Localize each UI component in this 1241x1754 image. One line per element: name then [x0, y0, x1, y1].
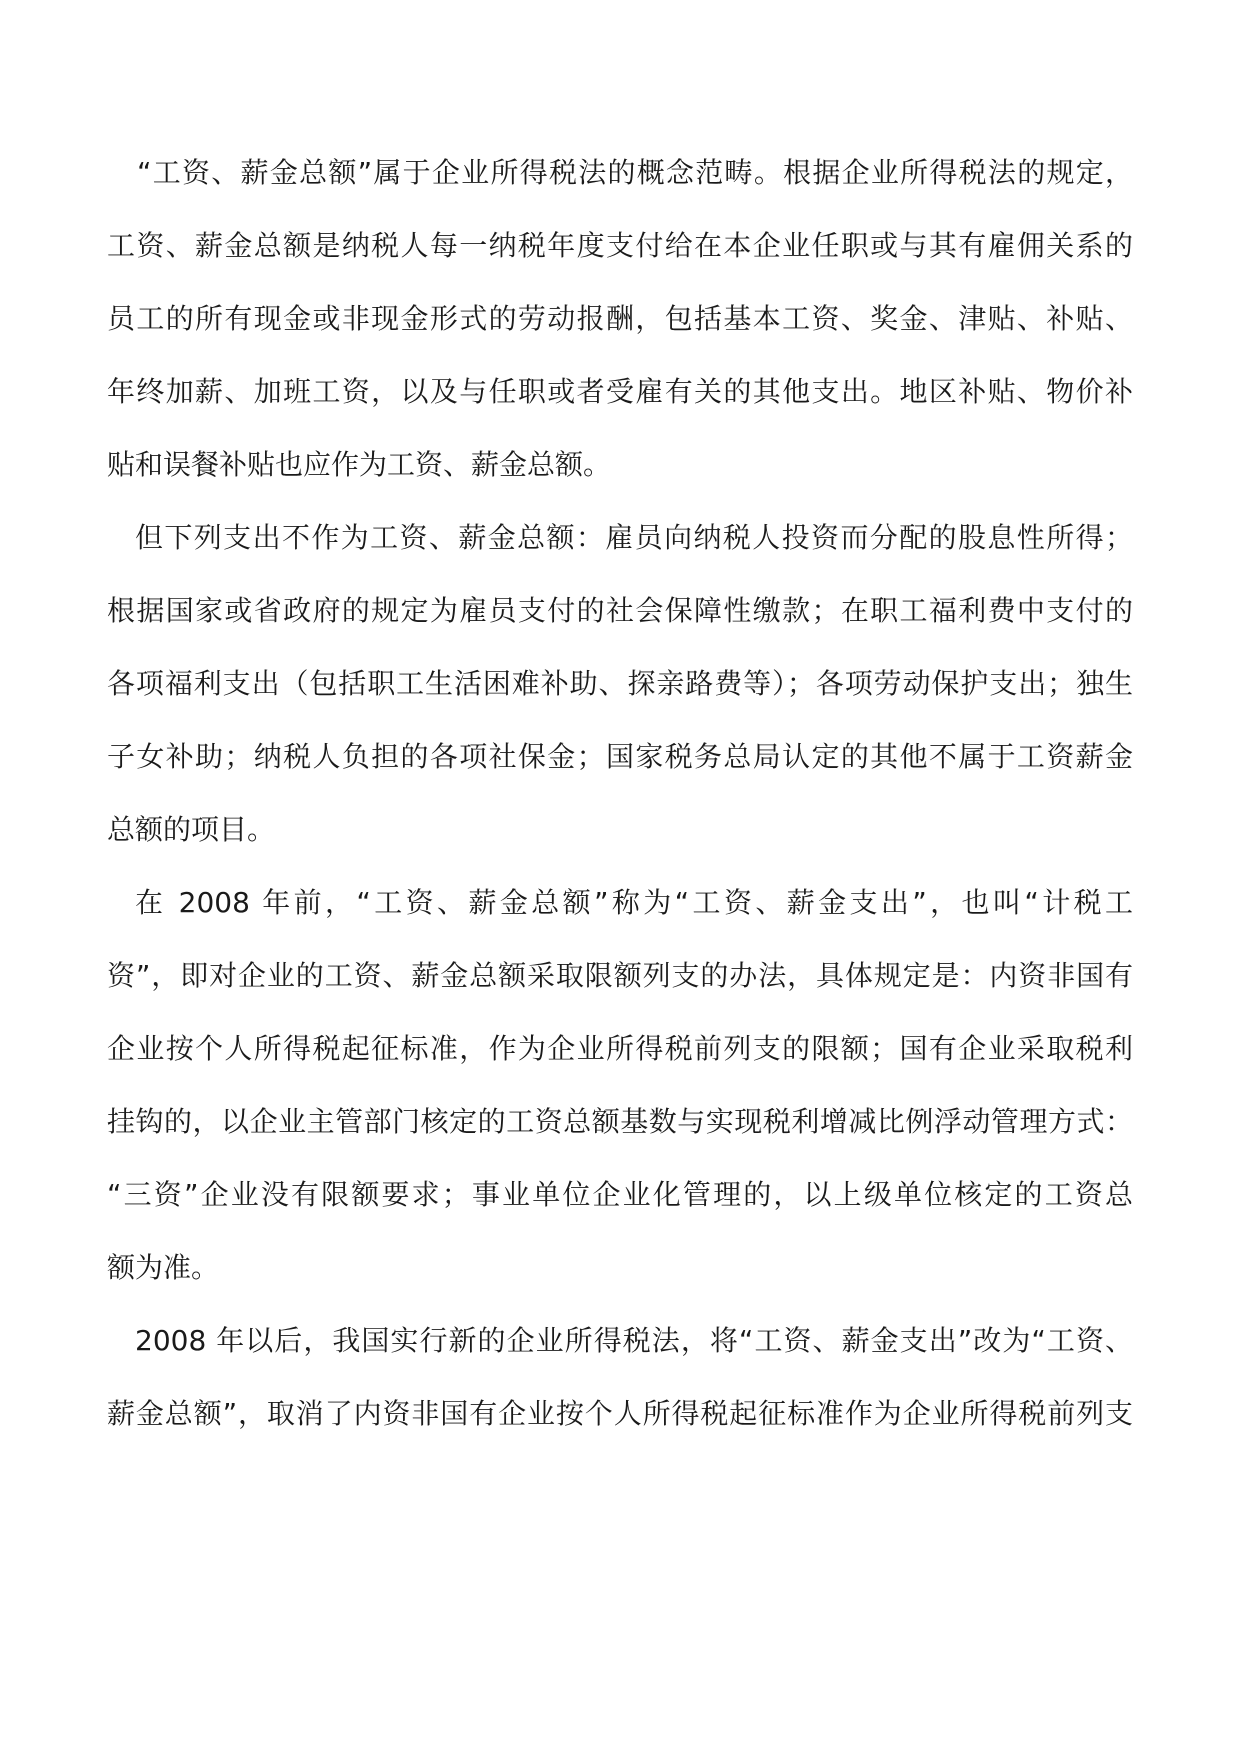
paragraph-2-line-2: 根据国家或省政府的规定为雇员支付的社会保障性缴款；在职工福利费中支付的: [107, 594, 1133, 627]
paragraph-2-line-3: 各项福利支出（包括职工生活困难补助、探亲路费等）；各项劳动保护支出；独生: [107, 667, 1133, 700]
paragraph-2-line-4: 子女补助；纳税人负担的各项社保金；国家税务总局认定的其他不属于工资薪金: [107, 740, 1133, 773]
paragraph-3-line-3: 企业按个人所得税起征标准，作为企业所得税前列支的限额；国有企业采取税利: [107, 1032, 1133, 1065]
paragraph-3-line-5: “三资”企业没有限额要求；事业单位企业化管理的，以上级单位核定的工资总: [107, 1178, 1133, 1211]
paragraph-1-line-3: 员工的所有现金或非现金形式的劳动报酬，包括基本工资、奖金、津贴、补贴、: [107, 302, 1133, 335]
paragraph-3-line-1: 在 2008 年前，“工资、薪金总额”称为“工资、薪金支出”，也叫“计税工: [135, 886, 1133, 919]
paragraph-1-line-5: 贴和误餐补贴也应作为工资、薪金总额。: [107, 448, 612, 481]
paragraph-4-line-1: 2008 年以后，我国实行新的企业所得税法，将“工资、薪金支出”改为“工资、: [135, 1324, 1133, 1357]
paragraph-3-line-6: 额为准。: [107, 1251, 220, 1284]
paragraph-3-line-4: 挂钩的，以企业主管部门核定的工资总额基数与实现税利增减比例浮动管理方式：: [107, 1105, 1133, 1138]
paragraph-4-line-2: 薪金总额”，取消了内资非国有企业按个人所得税起征标准作为企业所得税前列支: [107, 1397, 1133, 1430]
paragraph-3-line-2: 资”，即对企业的工资、薪金总额采取限额列支的办法，具体规定是：内资非国有: [107, 959, 1133, 992]
paragraph-1-line-4: 年终加薪、加班工资，以及与任职或者受雇有关的其他支出。地区补贴、物价补: [107, 375, 1133, 408]
paragraph-1-line-1: “工资、薪金总额”属于企业所得税法的概念范畴。根据企业所得税法的规定，: [137, 156, 1133, 189]
paragraph-1-line-2: 工资、薪金总额是纳税人每一纳税年度支付给在本企业任职或与其有雇佣关系的: [107, 229, 1133, 262]
paragraph-2-line-1: 但下列支出不作为工资、薪金总额：雇员向纳税人投资而分配的股息性所得；: [135, 521, 1133, 554]
paragraph-2-line-5: 总额的项目。: [107, 813, 276, 846]
